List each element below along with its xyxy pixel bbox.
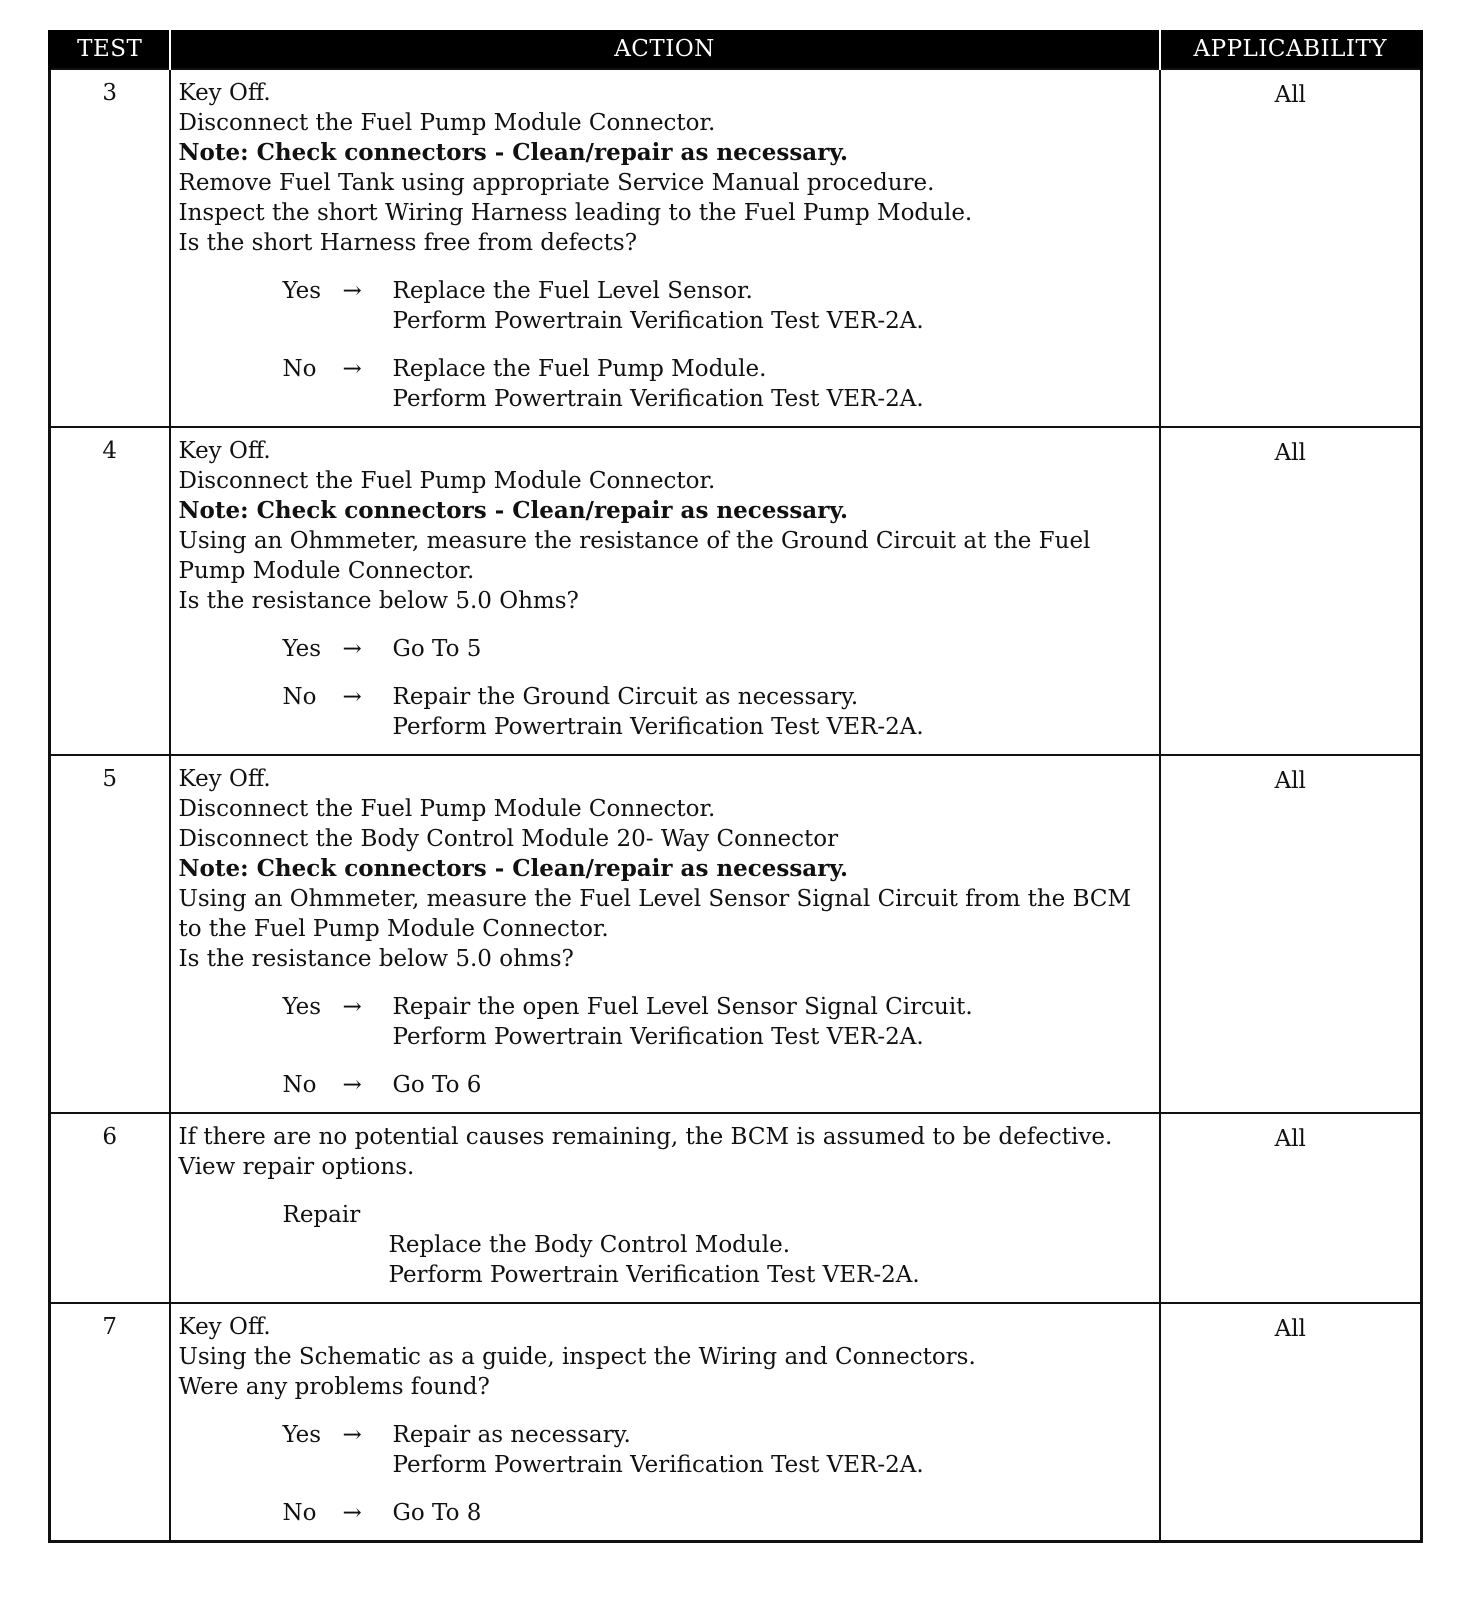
result-text-line: Perform Powertrain Verification Test VER-2A. [392,714,924,740]
arrow-icon: → [342,1500,362,1526]
result-label: No [282,684,317,710]
action-line: Were any problems found? [178,1374,490,1400]
table-row [50,427,1422,755]
table-row [50,69,1422,427]
repair-text-line: Replace the Body Control Module. [388,1232,791,1258]
action-cell [170,69,1160,427]
applicability-value: All [1160,1113,1422,1303]
test-number: 5 [50,755,170,1113]
result-text-line: Repair as necessary. [392,1422,631,1448]
result-text-line: Perform Powertrain Verification Test VER-2A. [392,1452,924,1478]
action-line: Is the short Harness free from defects? [178,230,638,256]
action-line: View repair options. [178,1154,415,1180]
result-text-line: Go To 5 [392,636,482,662]
action-cell [170,755,1160,1113]
result-label: Yes [282,636,322,662]
result-text-line: Go To 8 [392,1500,482,1526]
result-label: No [282,1500,317,1526]
action-line: If there are no potential causes remaining, the BCM is assumed to be defective. [178,1124,1113,1150]
repair-label: Repair [282,1202,361,1228]
applicability-value: All [1160,755,1422,1113]
arrow-icon: → [342,1422,362,1448]
test-number: 6 [50,1113,170,1303]
arrow-icon: → [342,636,362,662]
result-text [393,992,1153,1052]
action-line: Using an Ohmmeter, measure the Fuel Level Sensor Signal Circuit from the BCM to the Fuel Pump Module Connector. [178,886,1132,942]
action-line: Using the Schematic as a guide, inspect the Wiring and Connectors. [178,1344,976,1370]
result-label: Yes [282,994,322,1020]
result-text [393,354,1153,414]
action-line: Disconnect the Body Control Module 20- Way Connector [178,826,839,852]
header-action: ACTION [170,30,1160,69]
applicability-value: All [1160,69,1422,427]
table-body [50,69,1422,1542]
note-line: Note: Check connectors - Clean/repair as necessary. [178,855,849,882]
result-no [179,354,1153,414]
result-text [393,1498,1153,1528]
test-number: 3 [50,69,170,427]
arrow-icon: → [342,356,362,382]
action-line: Disconnect the Fuel Pump Module Connector. [178,468,716,494]
action-line: Remove Fuel Tank using appropriate Service Manual procedure. [178,170,935,196]
result-text-line: Perform Powertrain Verification Test VER-2A. [392,386,924,412]
action-line: Key Off. [178,80,271,106]
applicability-value: All [1160,427,1422,755]
result-label: Yes [282,1422,322,1448]
repair-text-line: Perform Powertrain Verification Test VER-2A. [388,1262,920,1288]
arrow-icon: → [342,1072,362,1098]
result-yes [179,276,1153,336]
action-line: Disconnect the Fuel Pump Module Connector. [178,110,716,136]
table-header-row [50,30,1422,69]
table-row [50,1113,1422,1303]
result-text-line: Repair the open Fuel Level Sensor Signal Circuit. [392,994,973,1020]
action-cell [170,1113,1160,1303]
note-line: Note: Check connectors - Clean/repair as necessary. [178,139,849,166]
result-text [393,276,1153,336]
result-text-line: Perform Powertrain Verification Test VER-2A. [392,1024,924,1050]
table-row [50,1303,1422,1542]
result-yes [179,992,1153,1052]
action-cell [170,427,1160,755]
action-cell [170,1303,1160,1542]
note-line: Note: Check connectors - Clean/repair as necessary. [178,497,849,524]
arrow-icon: → [342,278,362,304]
result-no [179,1070,1153,1100]
header-test: TEST [50,30,170,69]
test-number: 7 [50,1303,170,1542]
arrow-icon: → [342,994,362,1020]
action-line: Using an Ohmmeter, measure the resistance of the Ground Circuit at the Fuel Pump Module Connector. [178,528,1091,584]
result-text-line: Replace the Fuel Level Sensor. [392,278,753,304]
result-text [393,1420,1153,1480]
action-line: Is the resistance below 5.0 ohms? [178,946,574,972]
result-no [179,1498,1153,1528]
action-line: Key Off. [178,438,271,464]
result-text-line: Perform Powertrain Verification Test VER-2A. [392,308,924,334]
result-text [393,634,1153,664]
result-label: No [282,356,317,382]
header-applicability: APPLICABILITY [1160,30,1422,69]
arrow-icon: → [342,684,362,710]
action-line: Is the resistance below 5.0 Ohms? [178,588,579,614]
result-text-line: Go To 6 [392,1072,482,1098]
result-text-line: Repair the Ground Circuit as necessary. [392,684,859,710]
result-text [393,1070,1153,1100]
test-number: 4 [50,427,170,755]
table-row [50,755,1422,1113]
result-no [179,682,1153,742]
action-line: Key Off. [178,766,271,792]
applicability-value: All [1160,1303,1422,1542]
result-label: No [282,1072,317,1098]
result-text [393,682,1153,742]
diagnostic-test-table-page [48,30,1420,1543]
result-yes [179,634,1153,664]
action-line: Key Off. [178,1314,271,1340]
diagnostic-test-table [48,30,1423,1543]
result-yes [179,1420,1153,1480]
action-line: Disconnect the Fuel Pump Module Connector. [178,796,716,822]
result-label: Yes [282,278,322,304]
result-text-line: Replace the Fuel Pump Module. [392,356,767,382]
action-line: Inspect the short Wiring Harness leading to the Fuel Pump Module. [178,200,973,226]
